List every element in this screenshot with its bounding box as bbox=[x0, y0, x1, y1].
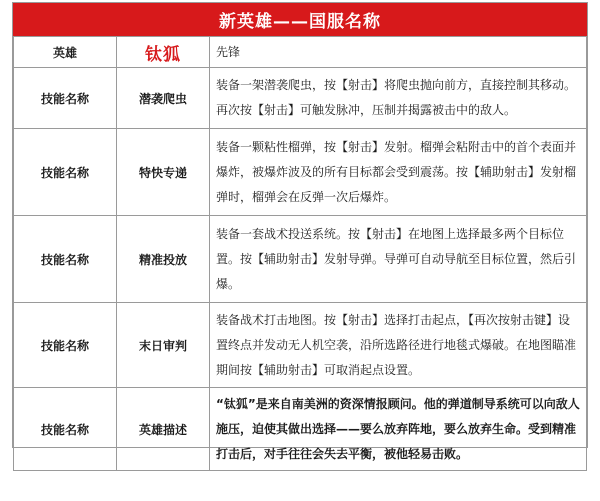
hero-info-sheet bbox=[12, 2, 588, 461]
table-row bbox=[14, 216, 587, 303]
blank-footer-row bbox=[13, 471, 587, 501]
skill-name: 精准投放 bbox=[117, 216, 210, 303]
hero-name: 钛狐 bbox=[145, 44, 181, 65]
skill-name: 潜袭爬虫 bbox=[117, 68, 210, 129]
table-header-row bbox=[14, 37, 587, 68]
table-row bbox=[14, 388, 587, 471]
row-label: 技能名称 bbox=[14, 388, 117, 471]
hero-table bbox=[13, 36, 587, 471]
skill-desc: 装备一颗粘性榴弹，按【射击】发射。榴弹会粘附击中的首个表面并爆炸，被爆炸波及的所有目标都会受到震荡。按【辅助射击】发射榴弹时，榴弹会在反弹一次后爆炸。 bbox=[210, 129, 587, 216]
table-row bbox=[14, 68, 587, 129]
sheet-title: 新英雄——国服名称 bbox=[13, 3, 587, 36]
row-label: 技能名称 bbox=[14, 303, 117, 388]
skill-name: 特快专递 bbox=[117, 129, 210, 216]
hero-description: “钛狐”是来自南美洲的资深情报顾问。他的弹道制导系统可以向敌人施压，迫使其做出选择——要么放弃阵地，要么放弃生命。受到精准打击后，对手往往会失去平衡，被他轻易击败。 bbox=[210, 388, 587, 471]
table-row bbox=[14, 303, 587, 388]
skill-desc: 装备一套战术投送系统。按【射击】在地图上选择最多两个目标位置。按【辅助射击】发射导弹。导弹可自动导航至目标位置，然后引爆。 bbox=[210, 216, 587, 303]
skill-desc: 装备战术打击地图。按【射击】选择打击起点，【再次按射击键】设置终点并发动无人机空袭，沿所选路径进行地毯式爆破。在地图瞄准期间按【辅助射击】可取消起点设置。 bbox=[210, 303, 587, 388]
row-label: 技能名称 bbox=[14, 129, 117, 216]
hero-desc-label: 英雄描述 bbox=[117, 388, 210, 471]
hero-name-cell bbox=[117, 37, 210, 68]
table-row bbox=[14, 129, 587, 216]
row-label: 技能名称 bbox=[14, 68, 117, 129]
hero-header-label: 英雄 bbox=[14, 37, 117, 68]
skill-name: 末日审判 bbox=[117, 303, 210, 388]
row-label: 技能名称 bbox=[14, 216, 117, 303]
skill-desc: 装备一架潜袭爬虫，按【射击】将爬虫抛向前方，直接控制其移动。再次按【射击】可触发脉冲，压制并揭露被击中的敌人。 bbox=[210, 68, 587, 129]
hero-role: 先锋 bbox=[210, 37, 587, 68]
